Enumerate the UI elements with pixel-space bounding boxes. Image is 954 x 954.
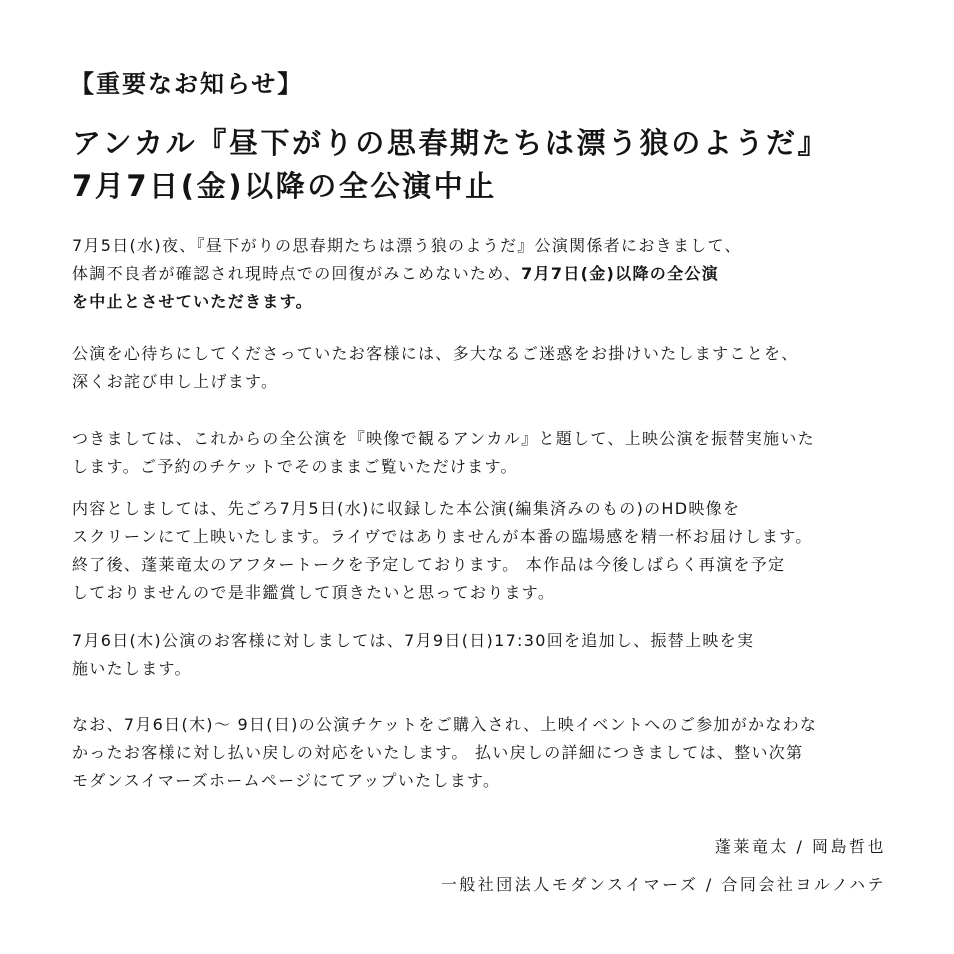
paragraph-line: 7月5日(水)夜、『昼下がりの思春期たちは漂う狼のようだ』公演関係者におきまして、 bbox=[72, 236, 742, 255]
paragraph-line bbox=[72, 260, 922, 288]
paragraph-line: 深くお詫び申し上げます。 bbox=[72, 372, 279, 391]
paragraph-screening-details bbox=[72, 495, 922, 607]
paragraph-apology bbox=[72, 340, 922, 396]
paragraph-screening-replacement bbox=[72, 425, 922, 481]
paragraph-july6-replacement bbox=[72, 627, 922, 683]
paragraph-line: なお、7月6日(木)〜 9日(日)の公演チケットをご購入され、上映イベントへのご参加がかなわな bbox=[72, 715, 818, 734]
paragraph-refund bbox=[72, 711, 922, 795]
paragraph-line: モダンスイマーズホームページにてアップいたします。 bbox=[72, 771, 501, 790]
paragraph-line: します。ご予約のチケットでそのままご覧いただけます。 bbox=[72, 457, 518, 476]
paragraph-line: スクリーンにて上映いたします。ライヴではありませんが本番の臨場感を精一杯お届けします。 bbox=[72, 527, 813, 546]
paragraph-cancellation bbox=[72, 232, 922, 316]
paragraph-line: かったお客様に対し払い戻しの対応をいたします。 払い戻しの詳細につきましては、整い次第 bbox=[72, 743, 804, 762]
paragraph-line: つきましては、これからの全公演を『映像で観るアンカル』と題して、上映公演を振替実施いた bbox=[72, 429, 815, 448]
notice-label: 【重要なお知らせ】 bbox=[70, 70, 304, 98]
signature-organizations: 一般社団法人モダンスイマーズ / 合同会社ヨルノハテ bbox=[440, 875, 886, 894]
emphasis-line: を中止とさせていただきます。 bbox=[72, 292, 313, 311]
paragraph-line: しておりませんので是非鑑賞して頂きたいと思っております。 bbox=[72, 583, 556, 602]
paragraph-line: 終了後、蓬莱竜太のアフタートークを予定しております。 本作品は今後しばらく再演を予定 bbox=[72, 555, 786, 574]
headline-line-2: 7月7日(金)以降の全公演中止 bbox=[72, 169, 497, 203]
signature-names: 蓬莱竜太 / 岡島哲也 bbox=[714, 837, 886, 856]
headline-line-1: アンカル『昼下がりの思春期たちは漂う狼のようだ』 bbox=[72, 126, 830, 160]
paragraph-line: 内容としましては、先ごろ7月5日(水)に収録した本公演(編集済みのもの)のHD映像を bbox=[72, 499, 741, 518]
emphasis-text: 7月7日(金)以降の全公演 bbox=[521, 264, 719, 283]
paragraph-line: 施いたします。 bbox=[72, 659, 192, 678]
paragraph-text: 体調不良者が確認され現時点での回復がみこめないため、 bbox=[72, 264, 522, 283]
paragraph-line: 7月6日(木)公演のお客様に対しましては、7月9日(日)17:30回を追加し、振替上映を実 bbox=[72, 631, 755, 650]
paragraph-line: 公演を心待ちにしてくださっていたお客様には、多大なるご迷惑をお掛けいたしますことを、 bbox=[72, 344, 799, 363]
